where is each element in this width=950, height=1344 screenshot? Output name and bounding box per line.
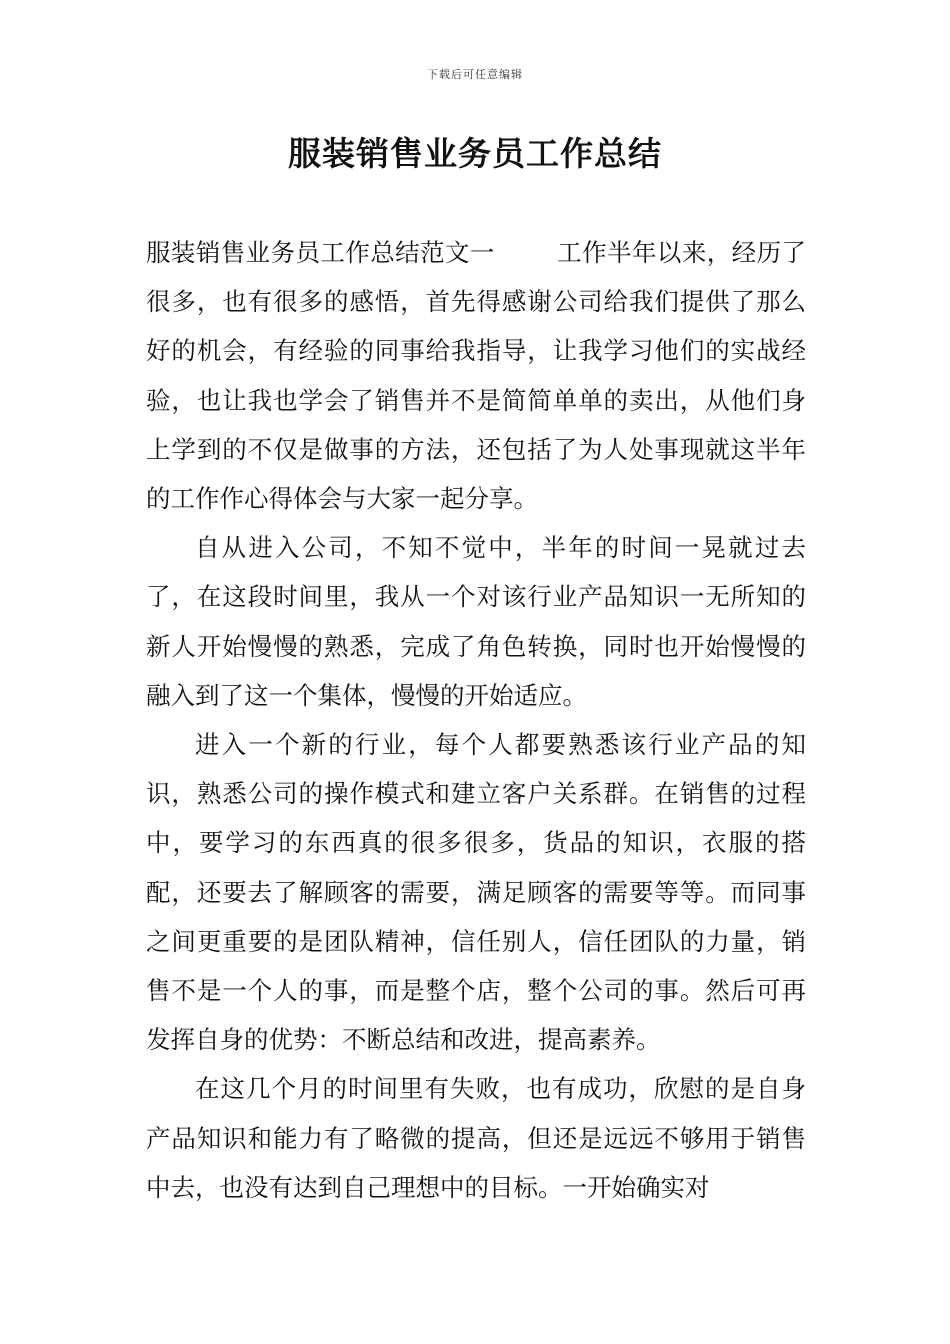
paragraph-2: 自从进入公司，不知不觉中，半年的时间一晃就过去了，在这段时间里，我从一个对该行业产品知识一无所知的新人开始慢慢的熟悉，完成了角色转换，同时也开始慢慢的融入到了这一个集体，慢慢的开始适应。 <box>146 533 806 710</box>
paragraph-3: 进入一个新的行业，每个人都要熟悉该行业产品的知识，熟悉公司的操作模式和建立客户关系群。在销售的过程中，要学习的东西真的很多很多，货品的知识，衣服的搭配，还要去了解顾客的需要，满足顾客的需要等等。而同事之间更重要的是团队精神，信任别人，信任团队的力量，销售不是一个人的事，而是整个店，整个公司的事。然后可再发挥自身的优势：不断总结和改进，提高素养。 <box>146 730 806 1055</box>
paragraph-intro <box>146 228 806 523</box>
header-note: 下载后可任意编辑 <box>427 68 523 81</box>
paragraph-4: 在这几个月的时间里有失败，也有成功，欣慰的是自身产品知识和能力有了略微的提高，但还是远远不够用于销售中去，也没有达到自己理想中的目标。一开始确实对 <box>146 1074 806 1202</box>
document-body <box>146 228 806 1212</box>
document-title: 服装销售业务员工作总结 <box>288 134 662 173</box>
paragraph-1-text: 工作半年以来，经历了很多，也有很多的感悟，首先得感谢公司给我们提供了那么好的机会，有经验的同事给我指导，让我学习他们的实战经验，也让我也学会了销售并不是简简单单的卖出，从他们身上学到的不仅是做事的方法，还包括了为人处事现就这半年的工作作心得体会与大家一起分享。 <box>146 238 807 514</box>
intro-heading: 服装销售业务员工作总结范文一 <box>146 238 495 267</box>
